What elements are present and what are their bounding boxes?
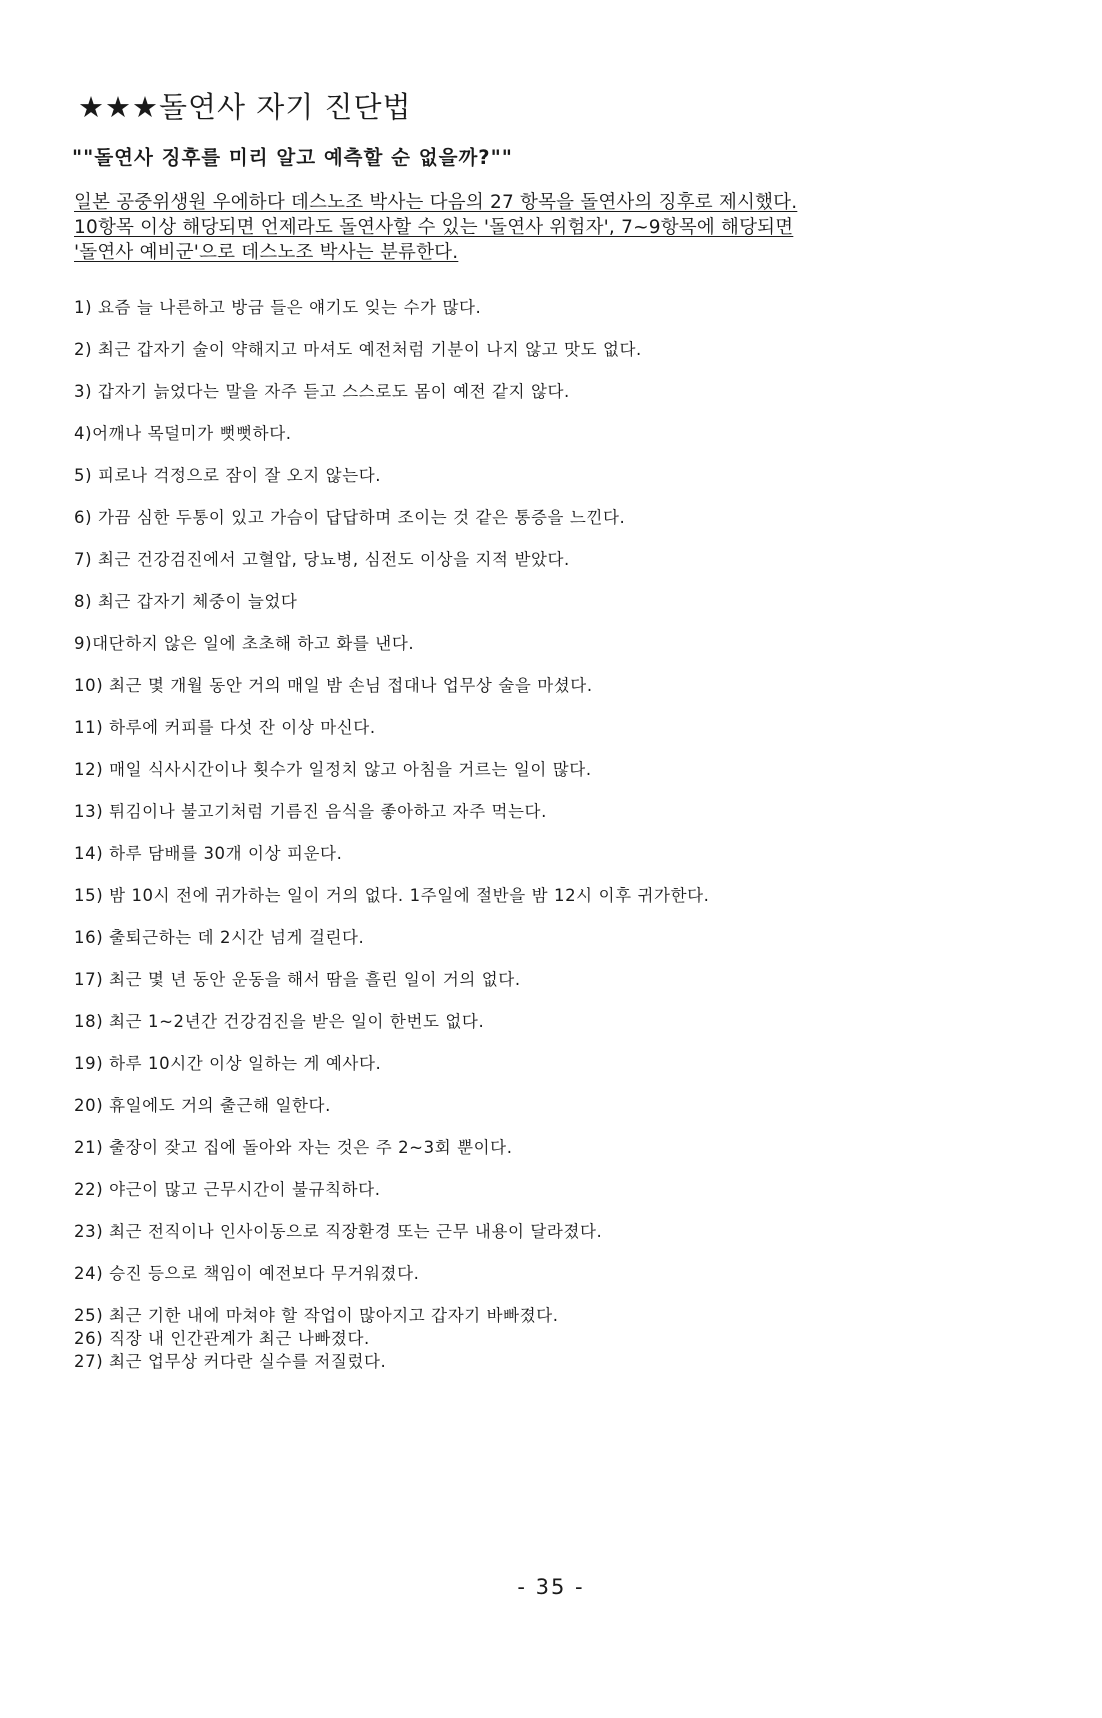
intro-line: 10항목 이상 해당되면 언제라도 돌연사할 수 있는 '돌연사 위험자', 7~9항목에 해당되면: [74, 217, 794, 238]
intro-line: 일본 공중위생원 우에하다 데스노조 박사는 다음의 27 항목을 돌연사의 징후로 제시했다.: [74, 192, 798, 213]
list-item: 6) 가끔 심한 두통이 있고 가슴이 답답하며 조이는 것 같은 통증을 느낀다.: [74, 508, 626, 527]
list-item: 21) 출장이 잦고 집에 돌아와 자는 것은 주 2~3회 뿐이다.: [74, 1138, 513, 1157]
list-item: 9)대단하지 않은 일에 초초해 하고 화를 낸다.: [74, 634, 415, 653]
list-item: 15) 밤 10시 전에 귀가하는 일이 거의 없다. 1주일에 절반을 밤 12시 이후 귀가한다.: [74, 886, 710, 905]
list-item: 4)어깨나 목덜미가 뻣뻣하다.: [74, 424, 292, 443]
list-item: 2) 최근 갑자기 술이 약해지고 마셔도 예전처럼 기분이 나지 않고 맛도 없다.: [74, 340, 642, 359]
intro-paragraph: [74, 190, 954, 265]
list-item: 19) 하루 10시간 이상 일하는 게 예사다.: [74, 1054, 382, 1073]
list-item: 5) 피로나 걱정으로 잠이 잘 오지 않는다.: [74, 466, 382, 485]
page-subtitle: ""돌연사 징후를 미리 알고 예측할 순 없을까?"": [72, 146, 513, 169]
list-item: 3) 갑자기 늙었다는 말을 자주 듣고 스스로도 몸이 예전 같지 않다.: [74, 382, 570, 401]
list-item: 14) 하루 담배를 30개 이상 피운다.: [74, 844, 343, 863]
list-item: 7) 최근 건강검진에서 고혈압, 당뇨병, 심전도 이상을 지적 받았다.: [74, 550, 570, 569]
list-item: 22) 야근이 많고 근무시간이 불규칙하다.: [74, 1180, 381, 1199]
list-item: 1) 요즘 늘 나른하고 방금 들은 얘기도 잊는 수가 많다.: [74, 298, 482, 317]
list-item: 16) 출퇴근하는 데 2시간 넘게 걸린다.: [74, 928, 365, 947]
list-item: 17) 최근 몇 년 동안 운동을 해서 땀을 흘린 일이 거의 없다.: [74, 970, 521, 989]
list-item: 23) 최근 전직이나 인사이동으로 직장환경 또는 근무 내용이 달라졌다.: [74, 1222, 603, 1241]
list-item: 13) 튀김이나 불고기처럼 기름진 음식을 좋아하고 자주 먹는다.: [74, 802, 547, 821]
list-item: 25) 최근 기한 내에 마쳐야 할 작업이 많아지고 갑자기 바빠졌다.: [74, 1306, 559, 1325]
page-number: - 35 -: [517, 1575, 585, 1599]
list-item: 24) 승진 등으로 책임이 예전보다 무거워졌다.: [74, 1264, 420, 1283]
list-item: 20) 휴일에도 거의 출근해 일한다.: [74, 1096, 331, 1115]
list-item: 8) 최근 갑자기 체중이 늘었다: [74, 592, 298, 611]
list-item: 11) 하루에 커피를 다섯 잔 이상 마신다.: [74, 718, 376, 737]
list-item: 10) 최근 몇 개월 동안 거의 매일 밤 손님 접대나 업무상 술을 마셨다.: [74, 676, 593, 695]
list-item: 12) 매일 식사시간이나 횟수가 일정치 않고 아침을 거르는 일이 많다.: [74, 760, 592, 779]
list-item: 18) 최근 1~2년간 건강검진을 받은 일이 한번도 없다.: [74, 1012, 485, 1031]
intro-line: '돌연사 예비군'으로 데스노조 박사는 분류한다.: [74, 242, 459, 263]
list-item: 27) 최근 업무상 커다란 실수를 저질렀다.: [74, 1352, 387, 1371]
list-item: 26) 직장 내 인간관계가 최근 나빠졌다.: [74, 1329, 370, 1348]
page-title: ★★★돌연사 자기 진단법: [78, 90, 412, 125]
